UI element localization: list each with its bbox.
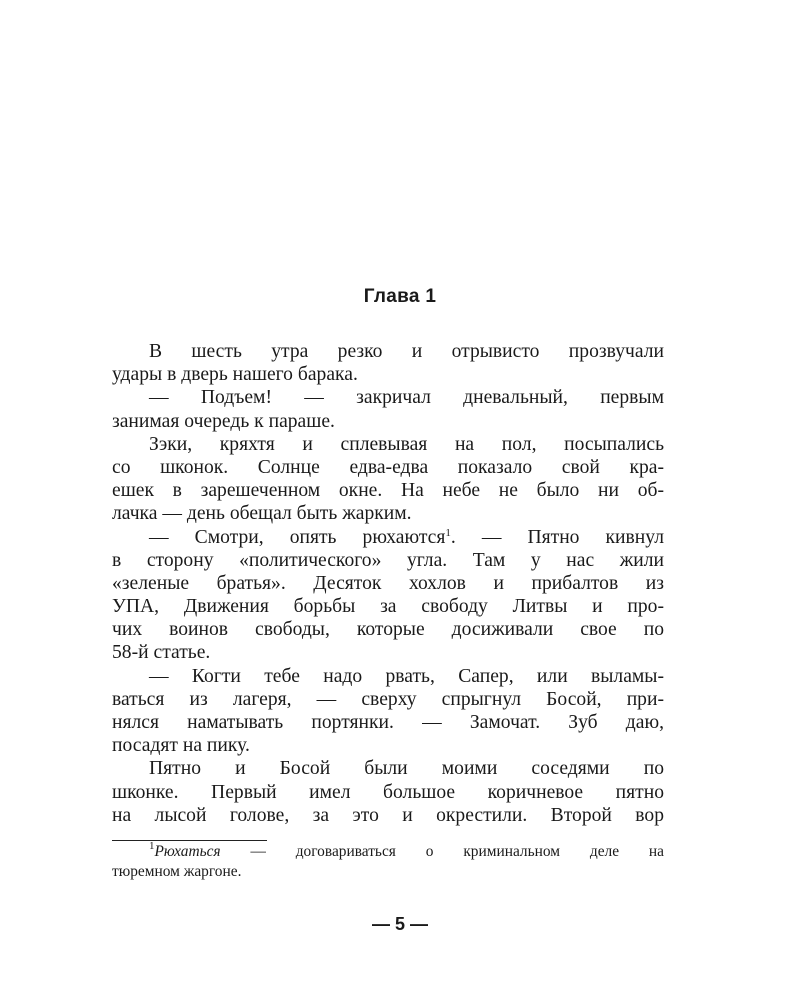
text-line: занимая очередь к параше. bbox=[112, 410, 335, 432]
text-line: посадят на пику. bbox=[112, 735, 250, 757]
text-line: — Подъем! — закричал дневальный, первым bbox=[149, 387, 664, 409]
text-fragment: — Смотри, опять рюхаются bbox=[149, 526, 446, 548]
footnote-divider bbox=[112, 840, 267, 841]
footnote-term: Рюхаться bbox=[154, 843, 221, 860]
footnote-definition: — договариваться о криминальном деле на bbox=[220, 843, 664, 860]
footnote-line bbox=[112, 842, 664, 862]
text-line-with-footnote bbox=[112, 526, 664, 549]
text-line: со шконок. Солнце едва-едва показало свой кра- bbox=[112, 456, 664, 478]
text-line: на лысой голове, за это и окрестили. Второй вор bbox=[112, 804, 664, 826]
text-line: — Когти тебе надо рвать, Сапер, или выламы- bbox=[149, 665, 664, 687]
main-text bbox=[112, 340, 664, 827]
text-line: нялся наматывать портянки. — Замочат. Зуб даю, bbox=[112, 712, 664, 733]
footnote bbox=[112, 842, 664, 882]
chapter-title: Глава 1 bbox=[363, 286, 437, 307]
text-line: шконке. Первый имел большое коричневое пятно bbox=[112, 781, 664, 803]
text-line: в сторону «политического» угла. Там у нас жили bbox=[112, 549, 664, 571]
footnote-line: тюремном жаргоне. bbox=[112, 863, 242, 880]
text-line: ваться из лагеря, — сверху спрыгнул Босой, при- bbox=[112, 688, 664, 710]
text-line: чих воинов свободы, которые досиживали свое по bbox=[112, 619, 664, 641]
text-fragment: . — Пятно кивнул bbox=[450, 526, 664, 548]
footnote-marker[interactable]: 1 bbox=[445, 526, 451, 539]
text-line: лачка — день обещал быть жарким. bbox=[112, 503, 412, 525]
text-line: Зэки, кряхтя и сплевывая на пол, посыпались bbox=[149, 433, 664, 455]
text-line: 58-й статье. bbox=[112, 642, 211, 664]
text-line: ешек в зарешеченном окне. На небе не было ни об- bbox=[112, 480, 664, 502]
footnote-number: 1 bbox=[149, 840, 155, 852]
text-line: УПА, Движения борьбы за свободу Литвы и про- bbox=[112, 596, 664, 618]
page-number: — 5 — bbox=[371, 914, 428, 934]
text-line: удары в дверь нашего барака. bbox=[112, 364, 358, 386]
text-line: Пятно и Босой были моими соседями по bbox=[149, 758, 664, 780]
text-line: В шесть утра резко и отрывисто прозвучали bbox=[149, 341, 664, 362]
text-line: «зеленые братья». Десяток хохлов и прибалтов из bbox=[112, 572, 664, 594]
